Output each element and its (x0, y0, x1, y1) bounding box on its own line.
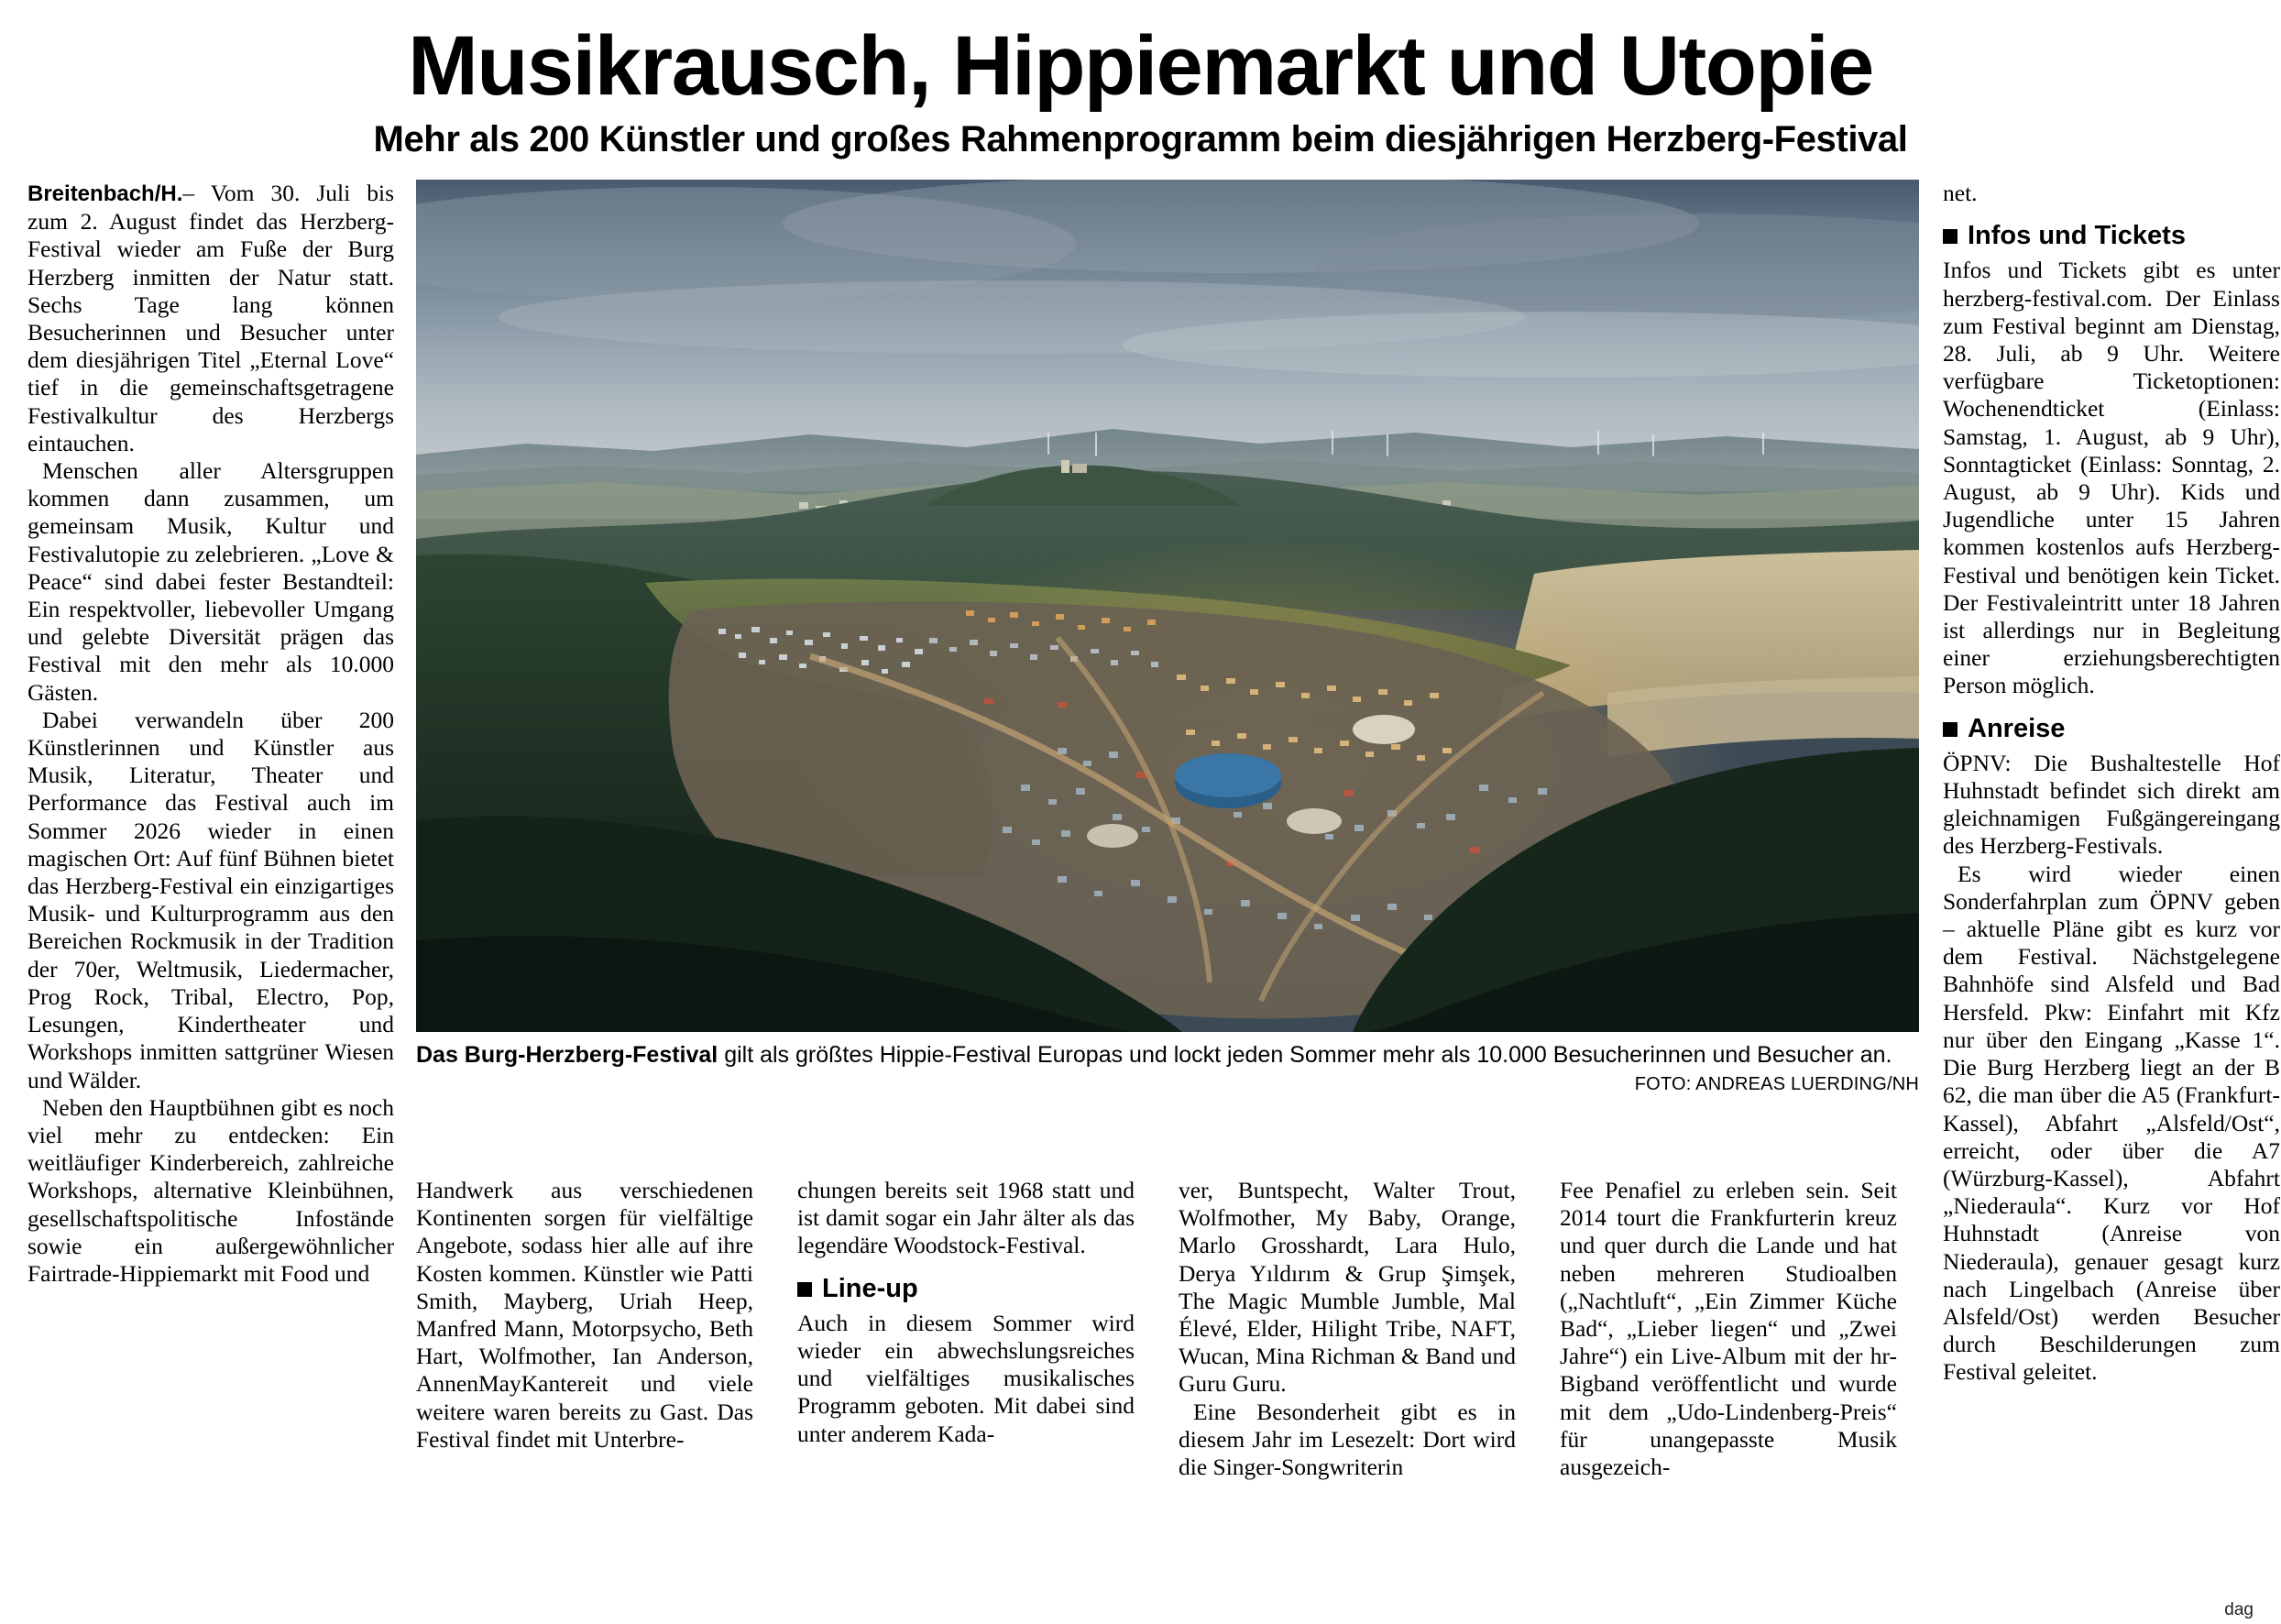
photo-illustration (416, 180, 1919, 1032)
section-heading-label: Infos und Tickets (1968, 221, 2186, 251)
section-heading-line-up (797, 1275, 1135, 1302)
section-heading-anreise (1943, 715, 2280, 742)
paragraph: ÖPNV: Die Bushaltestelle Hof Huhnstadt befindet sich direkt am gleichnamigen Fußgängereingang des Herzberg-Festivals. (1943, 749, 2280, 860)
byline-initials: dag (2224, 1600, 2254, 1619)
photo-caption-text: gilt als größtes Hippie-Festival Europas und lockt jeden Sommer mehr als 10.000 Besucherinnen und Besucher an. (718, 1042, 1892, 1068)
section-heading-infos-und-tickets (1943, 222, 2280, 249)
dateline-dash: – (182, 180, 211, 206)
photo-caption-lead: Das Burg-Herzberg-Festival (416, 1042, 718, 1068)
paragraph: Handwerk aus verschiedenen Kontinenten sorgen für vielfältige Angebote, sodass hier alle auf ihre Kosten kommen. Künstler wie Patti Smith, Mayberg, Uriah Heep, Manfred Mann, Motorpsycho, Beth Hart, Wolfmother, Ian Anderson, AnnenMayKantereit und viele weitere waren bereits zu Gast. Das Festival findet mit Unterbre- (416, 1177, 753, 1453)
paragraph: chungen bereits seit 1968 statt und ist damit sogar ein Jahr älter als das legendäre Woodstock-Festival. (797, 1177, 1135, 1259)
square-bullet-icon (1943, 229, 1957, 244)
square-bullet-icon (797, 1282, 812, 1297)
bottom-section (27, 1177, 2254, 1516)
column-left (27, 180, 394, 1287)
section-heading-label: Line-up (822, 1273, 918, 1303)
photo-caption (416, 1041, 1919, 1069)
square-bullet-icon (1943, 722, 1957, 737)
photo-credit: FOTO: ANDREAS LUERDING/NH (1634, 1074, 1919, 1094)
column-bottom-2 (797, 1177, 1135, 1516)
paragraph: Fee Penafiel zu erleben sein. Seit 2014 tourt die Frankfurterin kreuz und quer durch die Lande und hat neben mehreren Studioalben („Nachtluft“, „Ein Zimmer Küche Bad“, „Lieber liegen“ und „Zwei Jahre“) ein Live-Album mit der hr-Bigband veröffentlicht und wurde mit dem „Udo-Lindenberg-Preis“ für unangepasste Musik ausgezeich- (1560, 1177, 1897, 1481)
column-bottom-3 (1179, 1177, 1516, 1516)
paragraph: ver, Buntspecht, Walter Trout, Wolfmother, My Baby, Orange, Marlo Grosshardt, Lara Hulo, Derya Yıldırım & Grup Şimşek, The Magic Mumble Jumble, Mal Élevé, Elder, Hilight Tribe, NAFT, Wucan, Mina Richman & Band und Guru Guru. (1179, 1177, 1516, 1398)
photo-zone (416, 180, 1919, 1095)
paragraph: Auch in diesem Sommer wird wieder ein abwechslungsreiches und vielfältiges musikalisches Programm geboten. Mit dabei sind unter anderem Kada- (797, 1309, 1135, 1447)
page-subtitle: Mehr als 200 Künstler und großes Rahmenprogramm beim diesjährigen Herzberg-Festival (373, 119, 1908, 159)
festival-aerial-photo (416, 180, 1919, 1032)
paragraph-text: Vom 30. Juli bis zum 2. August findet das Herzberg-Festival wieder am Fuße der Burg Herzberg inmitten der Natur statt. Sechs Tage lang können Besucherinnen und Besucher unter dem diesjährigen Titel „Eternal Love“ tief in die gemeinschaftsgetragene Festivalkultur des Herzbergs eintauchen. (27, 180, 394, 456)
column-bottom-4 (1560, 1177, 1897, 1516)
dateline: Breitenbach/H. (27, 181, 183, 206)
paragraph: Infos und Tickets gibt es unter herzberg-festival.com. Der Einlass zum Festival beginnt am Dienstag, 28. Juli, ab 9 Uhr. Weitere verfügbare Ticketoptionen: Wochenendticket (Einlass: Samstag, 1. August, ab 9 Uhr), Sonntagticket (Einlass: Sonntag, 2. August, ab 9 Uhr). Kids und Jugendliche unter 15 Jahren kommen kostenlos aufs Herzberg-Festival und benötigen kein Ticket. Der Festivaleintritt unter 18 Jahren ist allerdings nur in Begleitung einer erziehungsberechtigten Person möglich. (1943, 257, 2280, 699)
page-title: Musikrausch, Hippiemarkt und Utopie (408, 19, 1873, 113)
paragraph: Dabei verwandeln über 200 Künstlerinnen und Künstler aus Musik, Literatur, Theater und Performance das Festival auch im Sommer 2026 wieder in einen magischen Ort: Auf fünf Bühnen bietet das Herzberg-Festival ein einzigartiges Musik- und Kulturprogramm aus den Bereichen Rockmusik in der Tradition der 70er, Weltmusik, Liedermacher, Prog Rock, Tribal, Electro, Pop, Lesungen, Kindertheater und Workshops inmitten sattgrüner Wiesen und Wälder. (27, 706, 394, 1093)
paragraph: Neben den Hauptbühnen gibt es noch viel mehr zu entdecken: Ein weitläufiger Kinderbereich, zahlreiche Workshops, alternative Kleinbühnen, gesellschaftspolitische Infostände sowie ein außergewöhnlicher Fairtrade-Hippiemarkt mit Food und (27, 1093, 394, 1287)
paragraph-continuation: net. (1943, 180, 1978, 206)
column-right (1943, 180, 2280, 1386)
section-heading-label: Anreise (1968, 713, 2066, 743)
paragraph: Menschen aller Altersgruppen kommen dann zusammen, um gemeinsam Musik, Kultur und Festivalutopie zu zelebrieren. „Love & Peace“ sind dabei fester Bestandteil: Ein respektvoller, liebevoller Umgang und gelebte Diversität prägen das Festival mit den mehr als 10.000 Gästen. (27, 457, 394, 706)
column-bottom-1 (416, 1177, 753, 1516)
lead-paragraph (27, 180, 394, 457)
paragraph: Es wird wieder einen Sonderfahrplan zum ÖPNV geben – aktuelle Pläne gibt es kurz vor dem Festival. Nächstgelegene Bahnhöfe sind Alsfeld und Bad Hersfeld. Pkw: Einfahrt mit Kfz nur über den Eingang „Kasse 1“. Die Burg Herzberg liegt an der B 62, die man über die A5 (Frankfurt-Kassel), Abfahrt „Alsfeld/Ost“, erreicht, oder über die A7 (Würzburg-Kassel), Abfahrt „Niederaula“. Kurz vor Hof Huhnstadt (Anreise von Niederaula), genauer gesagt kurz nach Lingelbach (Anreise über Alsfeld/Ost) werden Besucher durch Beschilderungen zum Festival geleitet. (1943, 860, 2280, 1386)
paragraph: Eine Besonderheit gibt es in diesem Jahr im Lesezelt: Dort wird die Singer-Songwriterin (1179, 1398, 1516, 1481)
